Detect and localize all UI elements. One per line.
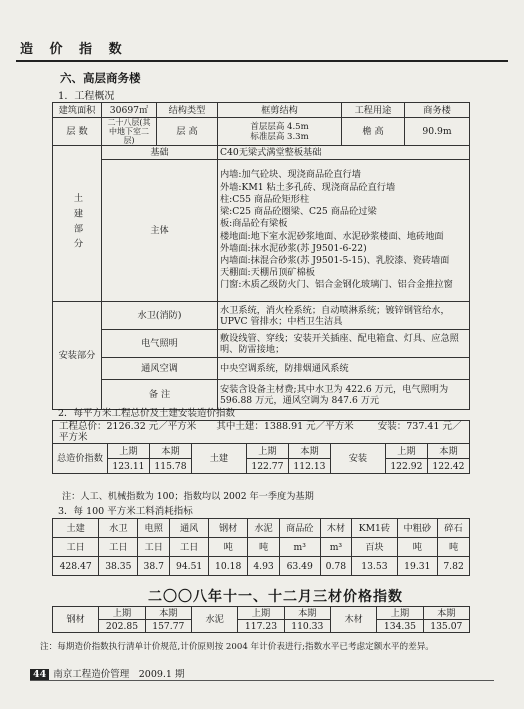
cell: 商务楼	[405, 103, 470, 118]
subsection-2-title: 2．每平方米工程总价及土建安装造价指数	[58, 408, 236, 419]
cell: 135.07	[423, 620, 469, 633]
install-cost: 安装：737.41 元／平方米	[59, 421, 462, 443]
cell: m³	[320, 538, 352, 557]
cell: 备 注	[102, 380, 218, 410]
cell: 4.93	[248, 557, 280, 576]
cell: 上期	[238, 607, 284, 620]
cell: 上期	[377, 607, 423, 620]
cell: 134.35	[377, 620, 423, 633]
note-2: 注：每期造价指数执行清单计价规范,计价原则按 2004 年计价表进行;指数水平已考虑定额水平的差异。	[40, 642, 434, 652]
cell: 本期	[288, 444, 330, 459]
cell: 本期	[145, 607, 191, 620]
cell: m³	[279, 538, 320, 557]
cell: 水卫系统，消火栓系统；自动喷淋系统；镀锌钢管给水，UPVC 管排水；中档卫生洁具	[218, 302, 470, 330]
cell: 安装含设备主材费;其中水卫为 422.6 万元，电气照明为 596.88 万元，通风空调为 847.6 万元	[218, 380, 470, 410]
cell: 115.78	[149, 459, 191, 474]
cell: 38.35	[99, 557, 138, 576]
cell: 层 数	[53, 118, 102, 146]
list-item: 楼地面:地下室水泥砂浆地面、水泥砂浆楼面、地砖地面	[220, 230, 444, 242]
cell: 吨	[438, 538, 470, 557]
cell: 63.49	[279, 557, 320, 576]
list-item: 板:商品砼有梁板	[220, 218, 288, 230]
material-index-table	[52, 606, 470, 633]
footer-rule	[30, 680, 494, 681]
cell: 敷设线管、穿线；安装开关插座、配电箱盒、灯具、应急照明、防雷接地；	[218, 330, 470, 358]
cell: KM1砖	[352, 519, 397, 538]
cell: C40无梁式满堂整板基础	[218, 146, 470, 160]
journal-name: 南京工程造价管理 2009.1 期	[53, 669, 185, 680]
cell: 首层层高 4.5m	[250, 121, 309, 132]
list-item: 柱:C55 商品砼矩形柱	[220, 193, 310, 205]
cell: 工日	[170, 538, 209, 557]
cell: 中央空调系统，防排烟通风系统	[218, 358, 470, 380]
cell: 428.47	[53, 557, 99, 576]
section-title: 六、高层商务楼	[60, 71, 141, 85]
cell: 吨	[209, 538, 248, 557]
list-item: 外墙:KM1 粘土多孔砖、现浇商品砼直行墙	[220, 181, 396, 193]
cell: 碎石	[438, 519, 470, 538]
cell: 0.78	[320, 557, 352, 576]
cell: 122.77	[246, 459, 288, 474]
cell: 安装部分	[53, 302, 102, 410]
cell: 檐 高	[342, 118, 405, 146]
cell: 202.85	[99, 620, 145, 633]
cell: 38.7	[138, 557, 170, 576]
material-price-title: 二〇〇八年十一、十二月三材价格指数	[148, 589, 403, 605]
cell: 122.92	[385, 459, 427, 474]
list-item: 门窗:木质乙级防火门、铝合金钢化玻璃门、铝合金推拉窗	[220, 279, 453, 291]
cell: 工日	[53, 538, 99, 557]
cell: 上期	[107, 444, 149, 459]
list-item: 天棚面:天棚吊顶矿棉板	[220, 267, 315, 279]
cell: 水泥	[248, 519, 280, 538]
cell: 10.18	[209, 557, 248, 576]
cell: 本期	[423, 607, 469, 620]
cell: 19.31	[397, 557, 438, 576]
cell: 本期	[284, 607, 330, 620]
total-cost: 工程总价：2126.32 元／平方米	[59, 421, 197, 432]
cell: 水泥	[191, 607, 237, 633]
cell: 122.42	[427, 459, 469, 474]
cell: 94.51	[170, 557, 209, 576]
cell: 上期	[246, 444, 288, 459]
cell: 工程用途	[342, 103, 405, 118]
cell: 土建	[191, 444, 246, 474]
cell: 钢材	[209, 519, 248, 538]
main-structure-list	[218, 160, 470, 302]
cell: 13.53	[352, 557, 397, 576]
cell: 标准层高 3.3m	[250, 131, 309, 142]
cell: 110.33	[284, 620, 330, 633]
cell: 123.11	[107, 459, 149, 474]
cell: 水卫	[99, 519, 138, 538]
project-overview-table	[52, 102, 470, 410]
cell: 结构类型	[157, 103, 218, 118]
cell: 总造价指数	[53, 444, 108, 474]
list-item: 外墙面:抹水泥砂浆(苏 J9501-6-22)	[220, 242, 367, 254]
cell: 157.77	[145, 620, 191, 633]
cell: 建筑面积	[53, 103, 102, 118]
cell: 上期	[99, 607, 145, 620]
header-rule	[16, 60, 508, 62]
cell: 117.23	[238, 620, 284, 633]
cell: 水卫(消防)	[102, 302, 218, 330]
cell: 层 高	[157, 118, 218, 146]
cell: 中粗砂	[397, 519, 438, 538]
page-number: 44	[30, 669, 49, 680]
cell: 7.82	[438, 557, 470, 576]
subsection-3-title: 3．每 100 平方米工料消耗指标	[58, 506, 193, 517]
cell: 90.9m	[405, 118, 470, 146]
cell: 土建部分	[53, 146, 102, 302]
cell: 吨	[248, 538, 280, 557]
cell: 框剪结构	[218, 103, 342, 118]
subsection-1-title: 1．工程概况	[58, 91, 115, 102]
note-1: 注：人工、机械指数为 100；指数均以 2002 年一季度为基期	[62, 491, 314, 502]
cell: 吨	[397, 538, 438, 557]
civil-cost: 其中土建：1388.91 元／平方米	[216, 421, 354, 432]
list-item: 梁:C25 商品砼圈梁、C25 商品砼过梁	[220, 206, 377, 218]
cell: 电照	[138, 519, 170, 538]
cell: 基础	[102, 146, 218, 160]
cell: 112.13	[288, 459, 330, 474]
cell: 安装	[330, 444, 385, 474]
cell: 二十八层(其中地下室二层)	[102, 118, 157, 146]
list-item: 内墙面:抹混合砂浆(苏 J9501-5-15)、乳胶漆、瓷砖墙面	[220, 254, 450, 266]
page-header: 造 价 指 数	[20, 42, 128, 57]
consumption-table	[52, 518, 470, 576]
cell: 上期	[385, 444, 427, 459]
cell: 本期	[149, 444, 191, 459]
cell: 电气照明	[102, 330, 218, 358]
cell: 木材	[330, 607, 376, 633]
cell: 土建	[53, 519, 99, 538]
list-item: 内墙:加气砼块、现浇商品砼直行墙	[220, 169, 361, 181]
cell: 主体	[102, 160, 218, 302]
cost-index-table	[52, 420, 470, 474]
page-footer	[30, 666, 185, 680]
cell: 工日	[99, 538, 138, 557]
cell: 商品砼	[279, 519, 320, 538]
cell: 木材	[320, 519, 352, 538]
cell: 工日	[138, 538, 170, 557]
cell: 通风空调	[102, 358, 218, 380]
cell: 通风	[170, 519, 209, 538]
cell: 钢材	[53, 607, 99, 633]
cell: 百块	[352, 538, 397, 557]
cell: 30697㎡	[102, 103, 157, 118]
cell: 本期	[427, 444, 469, 459]
